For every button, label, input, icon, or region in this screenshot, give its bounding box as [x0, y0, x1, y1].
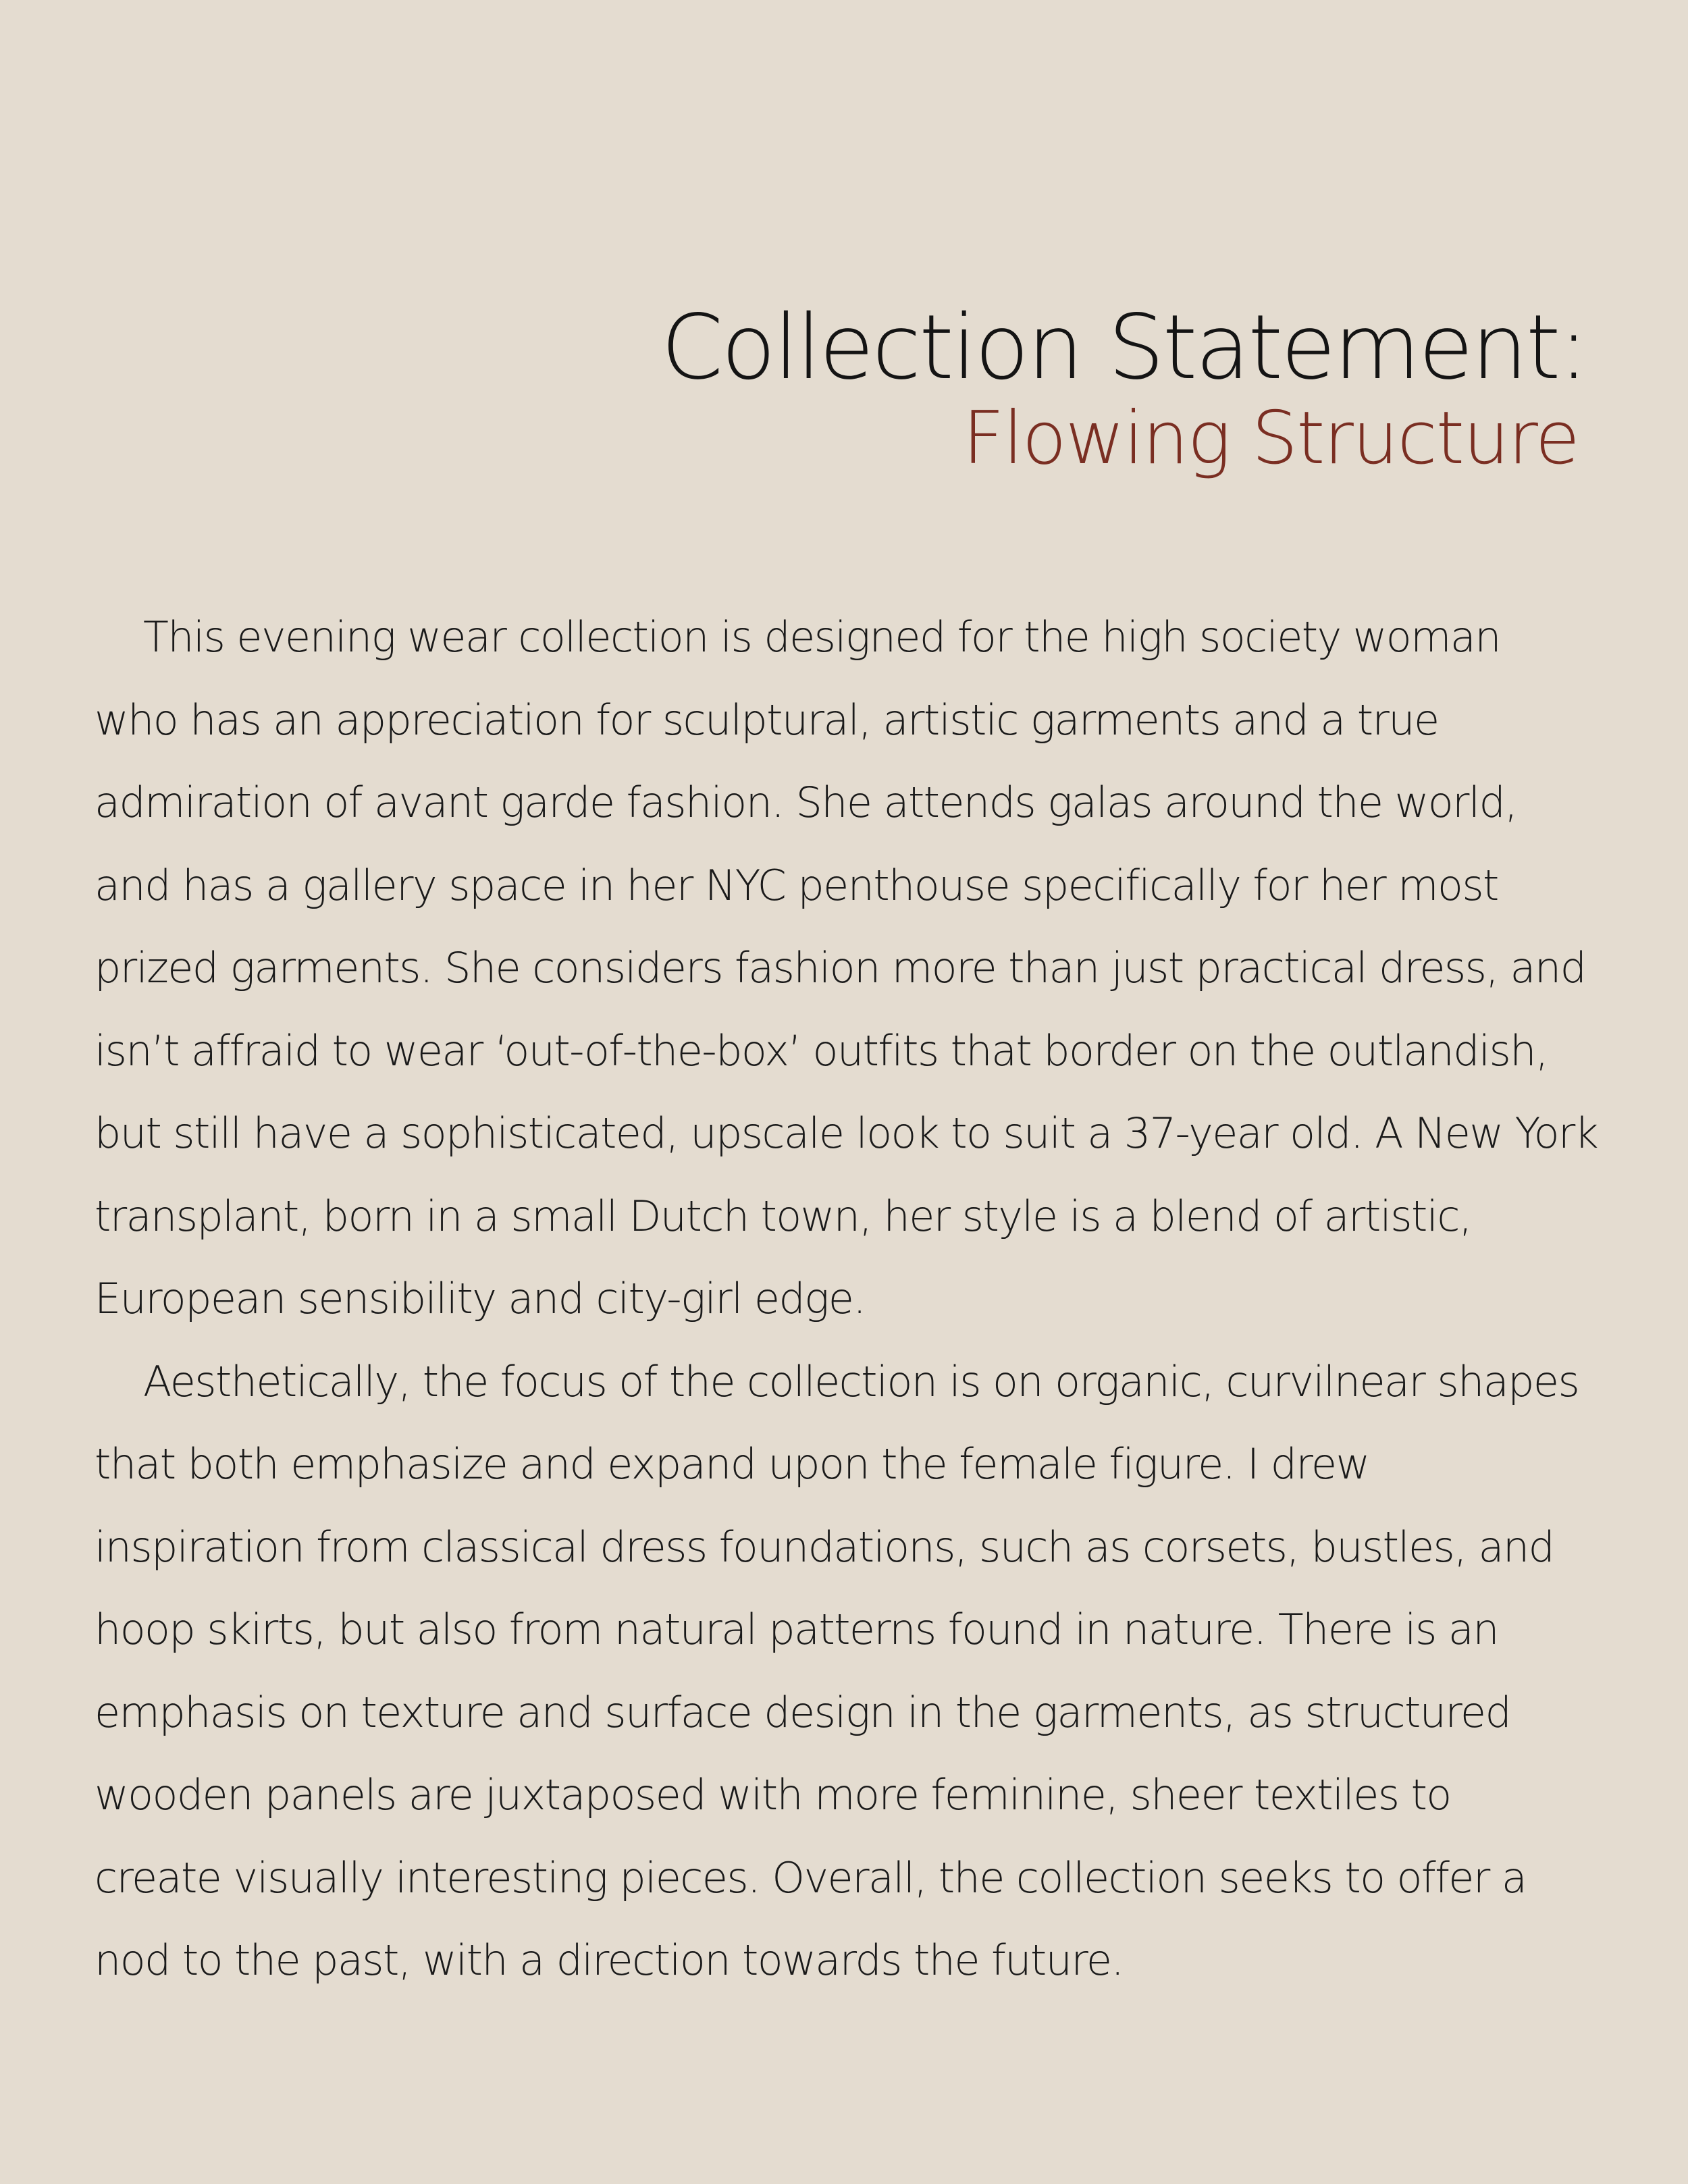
paragraph-line: Aesthetically, the focus of the collection is on organic, curvilnear shapes — [143, 1356, 1579, 1406]
paragraph-line: create visually interesting pieces. Overall, the collection seeks to offer a — [95, 1853, 1527, 1902]
paragraph-line: that both emphasize and expand upon the female figure. I drew — [95, 1439, 1369, 1489]
paragraph-line: This evening wear collection is designed for the high society woman — [143, 612, 1500, 662]
statement-body — [95, 596, 1600, 2002]
page-title: Collection Statement: — [661, 296, 1587, 400]
paragraph-line: transplant, born in a small Dutch town, her style is a blend of artistic, — [95, 1191, 1471, 1241]
paragraph-line: but still have a sophisticated, upscale look to suit a 37-year old. A New York — [95, 1109, 1598, 1158]
paragraph-line: admiration of avant garde fashion. She attends galas around the world, — [95, 778, 1517, 827]
paragraph-2 — [95, 1341, 1600, 2002]
paragraph-line: isn’t affraid to wear ‘out-of-the-box’ outfits that border on the outlandish, — [95, 1026, 1548, 1075]
paragraph-1 — [95, 596, 1600, 1341]
page-subtitle: Flowing Structure — [962, 396, 1579, 481]
paragraph-line: nod to the past, with a direction towards the future. — [95, 1936, 1124, 1985]
paragraph-line: and has a gallery space in her NYC penthouse specifically for her most — [95, 860, 1498, 910]
paragraph-line: hoop skirts, but also from natural patterns found in nature. There is an — [95, 1605, 1498, 1654]
paragraph-line: wooden panels are juxtaposed with more feminine, sheer textiles to — [95, 1770, 1451, 1819]
paragraph-line: who has an appreciation for sculptural, artistic garments and a true — [95, 695, 1439, 745]
paragraph-line: emphasis on texture and surface design in the garments, as structured — [95, 1687, 1511, 1737]
title-block — [661, 297, 1587, 479]
paragraph-line: inspiration from classical dress foundations, such as corsets, bustles, and — [95, 1522, 1554, 1572]
paragraph-line: prized garments. She considers fashion more than just practical dress, and — [95, 943, 1586, 992]
paragraph-line: European sensibility and city-girl edge. — [95, 1274, 866, 1323]
